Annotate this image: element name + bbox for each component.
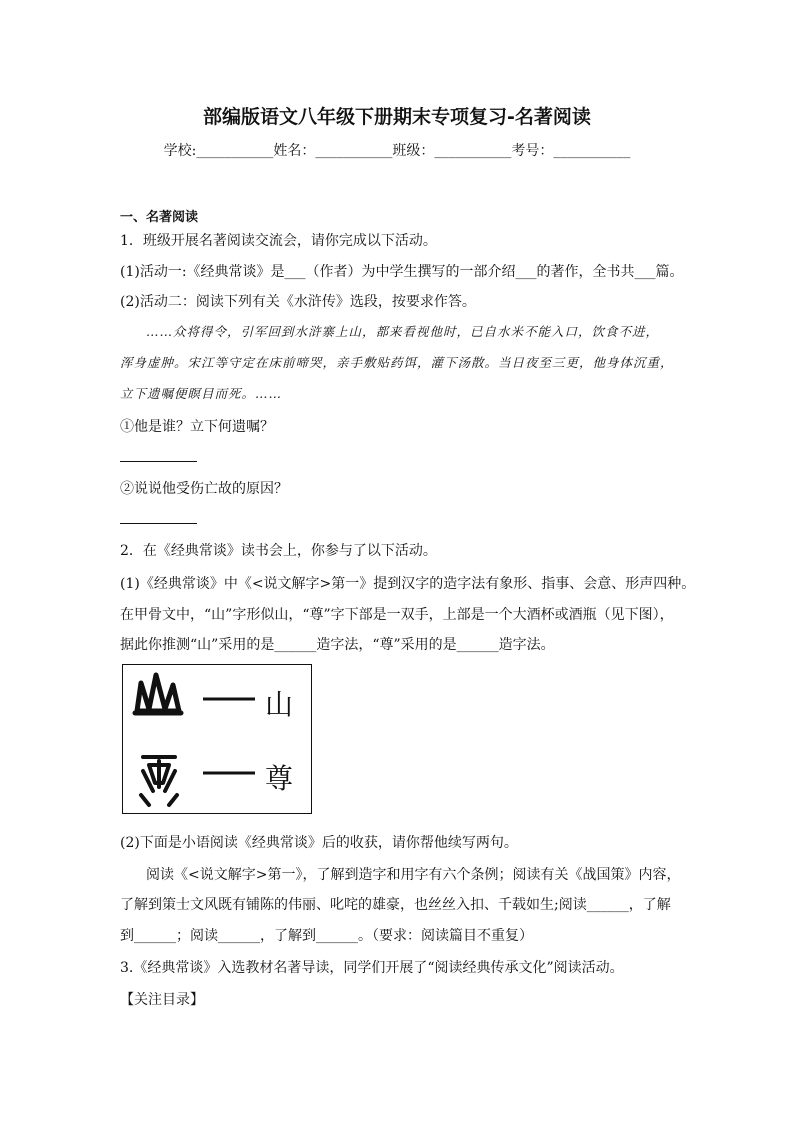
- q2-part1-line-2: 在甲骨文中，“山”字形似山，“尊”字下部是一双手，上部是一个大酒杯或酒瓶（见下图），: [120, 607, 674, 623]
- passage-line-1: ……众将得令，引军回到水浒寨上山，都来看视他时，已自水米不能入口，饮食不进，: [146, 324, 660, 339]
- passage-line-3: 立下遗嘱便瞑目而死。……: [120, 386, 283, 401]
- q2-stem: 2．在《经典常谈》读书会上，你参与了以下活动。: [120, 543, 437, 559]
- q1-stem: 1．班级开展名著阅读交流会，请你完成以下活动。: [120, 233, 437, 249]
- q1-sub2: ②说说他受伤亡故的原因？: [120, 481, 288, 497]
- q1-part1: (1)活动一:《经典常谈》是___（作者）为中学生撰写的一部介绍___的著作，全书共___篇。: [120, 264, 684, 280]
- q3-bracket-heading: 【关注目录】: [120, 992, 204, 1008]
- modern-char-shan: 山: [265, 688, 294, 721]
- modern-char-zun: 尊: [265, 762, 294, 795]
- oracle-bone-figure: [122, 664, 312, 814]
- q2-part1-line-1: (1)《经典常谈》中《<说文解字>第一》提到汉字的造字法有象形、指事、会意、形声四种。: [120, 576, 696, 592]
- student-info-line: 学校:___________姓名：___________班级：___________考号：___________: [163, 143, 631, 159]
- oracle-mountain-glyph: [135, 675, 181, 713]
- q2-part2-line-3: 到______；阅读______，了解到______。（要求：阅读篇目不重复）: [120, 928, 533, 944]
- q2-part2-line-1: 阅读《<说文解字>第一》，了解到造字和用字有六个条例；阅读有关《战国策》内容，: [146, 867, 681, 883]
- q3-stem: 3.《经典常谈》入选教材名著导读，同学们开展了“阅读经典传承文化”阅读活动。: [120, 960, 624, 976]
- answer-line-1[interactable]: [120, 461, 197, 462]
- document-title: 部编版语文八年级下册期末专项复习-名著阅读: [203, 106, 591, 128]
- q1-sub1: ①他是谁？立下何遗嘱？: [120, 419, 274, 435]
- oracle-zun-glyph: [141, 757, 177, 805]
- q2-part2-line-2: 了解到策士文风既有铺陈的伟丽、叱咤的雄豪，也丝丝入扣、千载如生;阅读______，了解: [120, 897, 671, 913]
- passage-line-2: 浑身虚肿。宋江等守定在床前啼哭，亲手敷贴药饵，灌下汤散。当日夜至三更，他身体沉重，: [120, 355, 674, 370]
- section-heading: 一、名著阅读: [120, 210, 199, 225]
- q2-part2: (2)下面是小语阅读《经典常谈》后的收获，请你帮他续写两句。: [120, 835, 518, 851]
- answer-line-2[interactable]: [120, 523, 197, 524]
- q2-part1-line-3: 据此你推测“山”采用的是______造字法，“尊”采用的是______造字法。: [120, 637, 555, 653]
- q1-part2: (2)活动二：阅读下列有关《水浒传》选段，按要求作答。: [120, 294, 476, 310]
